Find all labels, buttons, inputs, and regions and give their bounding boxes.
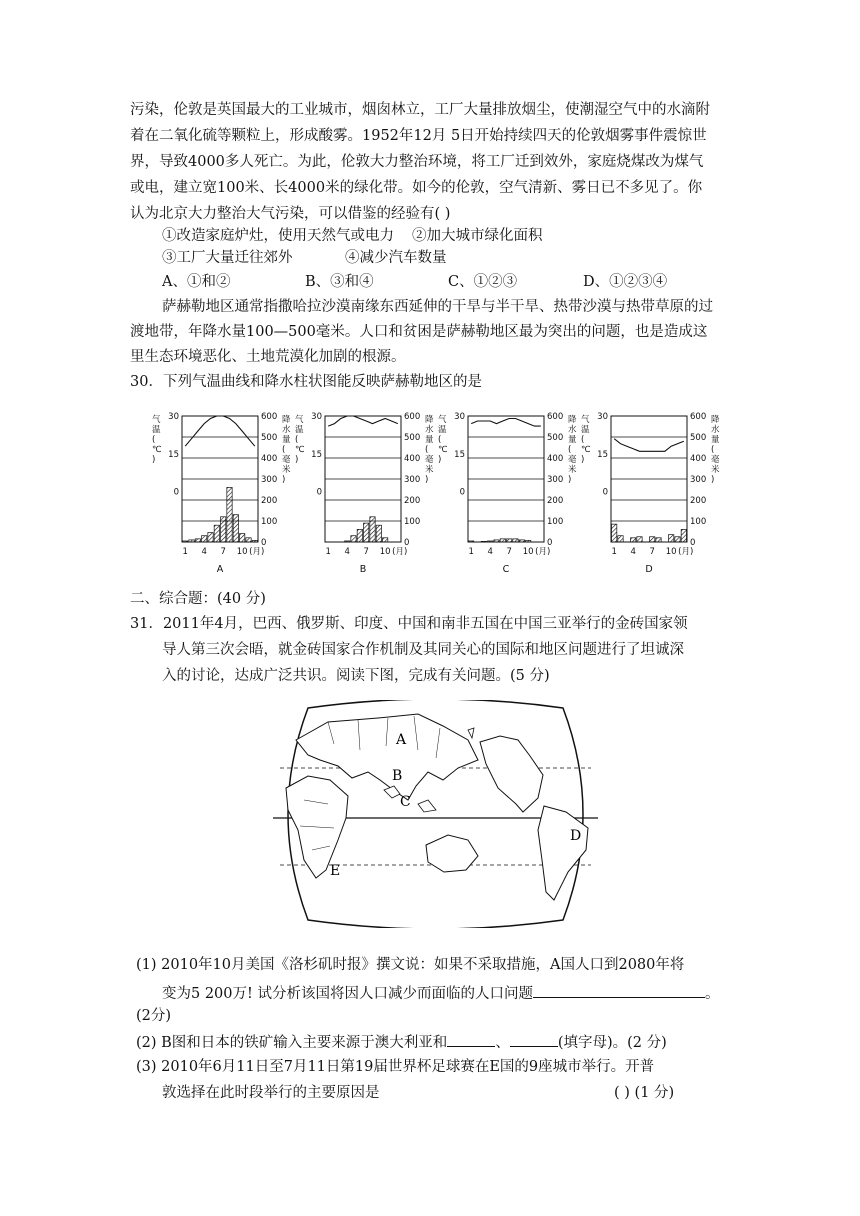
precip-bar <box>650 537 655 542</box>
precip-bar <box>612 524 617 542</box>
month-unit-label: (月) <box>249 547 265 557</box>
temp-tick-label: 15 <box>454 449 465 460</box>
precip-axis-label: 米 <box>282 465 291 475</box>
precip-axis-label: 降 <box>568 415 577 425</box>
precip-tick-label: 300 <box>547 475 564 485</box>
temp-axis-label: 温 <box>581 425 590 435</box>
month-tick-label: 4 <box>344 547 350 557</box>
precip-tick-label: 400 <box>547 454 564 464</box>
month-tick-label: 7 <box>649 547 655 557</box>
precip-bar <box>183 541 188 542</box>
precip-axis-label: ( <box>568 445 572 455</box>
sub-question-1-text: 变为5 200万! 试分析该国将因人口减少而面临的人口问题 <box>162 986 533 1002</box>
temp-tick-label: 15 <box>311 449 322 460</box>
precip-axis-label: ) <box>425 475 429 485</box>
temperature-curve <box>328 416 398 426</box>
precip-axis-label: ( <box>711 445 715 455</box>
chart-title: B <box>359 564 367 575</box>
precip-tick-label: 500 <box>261 433 278 443</box>
precip-bar <box>376 525 381 542</box>
month-tick-label: 7 <box>220 547 226 557</box>
map-label-c: C <box>400 794 411 810</box>
temp-axis-label: ) <box>581 455 585 465</box>
temp-axis-label: ( <box>581 435 585 445</box>
precip-axis-label: 米 <box>425 465 434 475</box>
map-label-a: A <box>396 732 407 748</box>
precip-tick-label: 600 <box>261 412 278 422</box>
precip-tick-label: 500 <box>404 433 421 443</box>
temp-axis-label: 温 <box>152 425 161 435</box>
month-tick-label: 4 <box>487 547 493 557</box>
temp-axis-label: ℃ <box>295 445 305 455</box>
precip-tick-label: 400 <box>261 454 278 464</box>
month-tick-label: 4 <box>201 547 207 557</box>
chart-title: D <box>645 564 653 575</box>
precip-bar <box>500 539 505 542</box>
q31-line-3: 入的讨论，达成广泛共识。阅读下图，完成有关问题。(5 分) <box>162 668 550 684</box>
month-unit-label: (月) <box>678 547 694 557</box>
temp-axis-label: ℃ <box>152 445 162 455</box>
precip-tick-label: 200 <box>261 496 278 506</box>
precip-axis-label: 降 <box>425 415 434 425</box>
temp-tick-label: 30 <box>454 412 465 422</box>
precip-bar <box>246 538 251 542</box>
temperature-curve <box>471 419 541 427</box>
map-label-b: B <box>392 768 403 784</box>
month-tick-label: 4 <box>630 547 636 557</box>
choice-b: B、③和④ <box>305 274 374 290</box>
precip-bar <box>507 539 512 542</box>
precip-bar <box>513 539 518 542</box>
temp-axis-label: 温 <box>295 425 304 435</box>
precip-tick-label: 100 <box>690 517 707 527</box>
map-label-e: E <box>330 863 341 879</box>
q31-line-2: 导人第三次会晤，就金砖国家合作机制及其同关心的国际和地区问题进行了坦诚深 <box>162 642 684 658</box>
temperature-curve <box>185 416 255 446</box>
precip-tick-label: 0 <box>547 538 553 548</box>
temp-axis-label: ( <box>152 435 156 445</box>
precip-bar <box>469 541 474 542</box>
answer-blank-2b[interactable] <box>510 1031 558 1047</box>
temp-axis-label: 气 <box>581 415 590 425</box>
q31-line-1: 31．2011年4月，巴西、俄罗斯、印度、中国和南非五国在中国三亚举行的金砖国家领 <box>130 616 688 632</box>
precip-bar <box>357 529 362 542</box>
precip-bar <box>227 487 232 542</box>
temp-axis-label: 温 <box>438 425 447 435</box>
precip-tick-label: 100 <box>261 517 278 527</box>
precip-tick-label: 400 <box>404 454 421 464</box>
precip-bar <box>195 539 200 542</box>
precip-axis-label: ) <box>711 475 715 485</box>
precip-axis-label: ( <box>425 445 429 455</box>
precip-tick-label: 200 <box>547 496 564 506</box>
choice-c: C、①②③ <box>448 274 518 290</box>
temp-axis-label: ) <box>438 455 442 465</box>
sub-question-2-sep: 、 <box>495 1035 510 1051</box>
climate-chart-d <box>579 408 719 578</box>
chart-title: A <box>216 564 224 575</box>
sub-question-2-text: (2) B图和日本的铁矿输入主要来源于澳大利亚和 <box>136 1035 448 1051</box>
sub-question-3-line-2: 敦选择在此时段举行的主要原因是 <box>162 1085 380 1101</box>
map-label-d: D <box>570 828 582 844</box>
climate-chart-a <box>150 408 290 578</box>
section-2-heading: 二、综合题：(40 分) <box>130 591 266 607</box>
question-30: 30．下列气温曲线和降水柱状图能反映萨赫勒地区的是 <box>130 374 482 390</box>
precip-bar <box>631 538 636 542</box>
sub-question-1-line-1: (1) 2010年10月美国《洛杉矶时报》撰文说：如果不采取措施，A国人口到2080年将 <box>136 957 685 973</box>
london-line-4: 或电，建立宽100米、长4000米的绿化带。如今的伦敦，空气清新、雾日已不多见了。你 <box>130 180 703 196</box>
choice-d: D、①②③④ <box>583 274 668 290</box>
answer-blank-1[interactable] <box>533 982 705 998</box>
precip-bar <box>681 529 686 542</box>
temp-tick-label: 30 <box>168 412 179 422</box>
precip-bar <box>364 523 369 542</box>
climate-chart-b <box>293 408 433 578</box>
precip-bar <box>208 533 213 542</box>
precip-bar <box>221 517 226 542</box>
temperature-curve <box>614 439 684 452</box>
precip-tick-label: 0 <box>690 538 696 548</box>
temp-axis-label: ℃ <box>438 445 448 455</box>
month-tick-label: 10 <box>665 547 677 557</box>
item-4: ④减少汽车数量 <box>345 250 447 266</box>
precip-bar <box>488 541 493 542</box>
month-tick-label: 10 <box>522 547 534 557</box>
precip-bar <box>189 540 194 542</box>
precip-bar <box>351 536 356 542</box>
precip-bar <box>519 540 524 542</box>
precip-axis-label: 水 <box>568 425 577 435</box>
precip-axis-label: 量 <box>282 435 291 445</box>
temp-tick-label: 30 <box>597 412 608 422</box>
temp-axis-label: 气 <box>152 415 161 425</box>
item-1: ①改造家庭炉灶，使用天然气或电力 <box>162 228 394 244</box>
sahel-line-1: 萨赫勒地区通常指撒哈拉沙漠南缘东西延伸的干旱与半干旱、热带沙漠与热带草原的过 <box>162 299 713 315</box>
temp-tick-label: 0 <box>459 487 465 498</box>
precip-axis-label: 量 <box>568 435 577 445</box>
precip-axis-label: 米 <box>711 465 720 475</box>
london-line-2: 着在二氧化硫等颗粒上，形成酸雾。1952年12月 5日开始持续四天的伦敦烟雾事件震惊世 <box>130 128 707 144</box>
precip-axis-label: ) <box>568 475 572 485</box>
precip-axis-label: 降 <box>711 415 720 425</box>
precip-axis-label: 水 <box>711 425 720 435</box>
month-tick-label: 1 <box>182 547 188 557</box>
precip-axis-label: 毫 <box>568 455 577 465</box>
precip-tick-label: 100 <box>547 517 564 527</box>
precip-bar <box>214 525 219 542</box>
precip-tick-label: 0 <box>404 538 410 548</box>
precip-tick-label: 300 <box>690 475 707 485</box>
precip-bar <box>252 540 257 542</box>
temp-axis-label: ℃ <box>581 445 591 455</box>
sub-question-2 <box>136 1031 667 1053</box>
temp-tick-label: 0 <box>173 487 179 498</box>
sub-question-1-end: 。 <box>704 986 720 1002</box>
temp-tick-label: 0 <box>316 487 322 498</box>
sub-question-3-answer[interactable]: ( ) (1 分) <box>614 1085 675 1101</box>
london-line-5: 认为北京大力整治大气污染，可以借鉴的经验有( ) <box>130 206 451 222</box>
precip-tick-label: 600 <box>404 412 421 422</box>
temp-tick-label: 15 <box>168 449 179 460</box>
month-unit-label: (月) <box>535 547 551 557</box>
london-line-3: 界，导致4000多人死亡。为此，伦敦大力整治环境，将工厂迁到效外，家庭烧煤改为煤气 <box>130 154 704 170</box>
precip-axis-label: 量 <box>711 435 720 445</box>
item-2: ②加大城市绿化面积 <box>412 228 543 244</box>
month-tick-label: 1 <box>611 547 617 557</box>
precip-tick-label: 300 <box>261 475 278 485</box>
precip-bar <box>240 534 245 542</box>
sub-question-3-line-1: (3) 2010年6月11日至7月11日第19届世界杯足球赛在E国的9座城市举行。开普 <box>136 1059 655 1075</box>
sub-question-2-end: (填字母)。(2 分) <box>557 1035 667 1051</box>
month-tick-label: 7 <box>506 547 512 557</box>
precip-axis-label: ) <box>282 475 286 485</box>
precip-bar <box>637 537 642 542</box>
month-tick-label: 1 <box>325 547 331 557</box>
temp-tick-label: 0 <box>602 487 608 498</box>
precip-tick-label: 600 <box>547 412 564 422</box>
precip-tick-label: 0 <box>261 538 267 548</box>
precip-axis-label: ( <box>282 445 286 455</box>
precip-tick-label: 600 <box>690 412 707 422</box>
temp-axis-label: ) <box>295 455 299 465</box>
precip-tick-label: 300 <box>404 475 421 485</box>
precip-bar <box>345 541 350 542</box>
month-tick-label: 1 <box>468 547 474 557</box>
precip-tick-label: 100 <box>404 517 421 527</box>
month-tick-label: 10 <box>379 547 391 557</box>
precip-axis-label: 水 <box>282 425 291 435</box>
sub-question-1-score: (2分) <box>136 1008 172 1024</box>
precip-bar <box>370 517 375 542</box>
world-map <box>268 700 603 928</box>
choice-a: A、①和② <box>162 274 231 290</box>
precip-bar <box>233 515 238 542</box>
precip-bar <box>669 535 674 542</box>
month-tick-label: 10 <box>236 547 248 557</box>
sahel-line-2: 渡地带，年降水量100—500毫米。人口和贫困是萨赫勒地区最为突出的问题，也是造成这 <box>130 324 708 340</box>
precip-axis-label: 降 <box>282 415 291 425</box>
precip-bar <box>494 540 499 542</box>
precip-axis-label: 量 <box>425 435 434 445</box>
temp-axis-label: 气 <box>438 415 447 425</box>
answer-blank-2a[interactable] <box>447 1031 495 1047</box>
month-tick-label: 7 <box>363 547 369 557</box>
temp-axis-label: ( <box>295 435 299 445</box>
precip-bar <box>383 538 388 542</box>
sahel-line-3: 里生态环境恶化、土地荒漠化加剧的根源。 <box>130 349 406 365</box>
precip-bar <box>481 541 486 542</box>
precip-axis-label: 水 <box>425 425 434 435</box>
temp-tick-label: 30 <box>311 412 322 422</box>
precip-bar <box>618 536 623 542</box>
precip-axis-label: 米 <box>568 465 577 475</box>
precip-axis-label: 毫 <box>282 455 291 465</box>
precip-tick-label: 500 <box>690 433 707 443</box>
precip-axis-label: 毫 <box>711 455 720 465</box>
month-unit-label: (月) <box>392 547 408 557</box>
precip-bar <box>526 540 531 542</box>
temp-tick-label: 15 <box>597 449 608 460</box>
precip-bar <box>656 538 661 542</box>
temp-axis-label: ) <box>152 455 156 465</box>
precip-tick-label: 200 <box>404 496 421 506</box>
sub-question-1-line-2 <box>162 982 719 1004</box>
london-line-1: 污染，伦敦是英国最大的工业城市，烟囱林立，工厂大量排放烟尘，使潮湿空气中的水滴附 <box>130 102 710 118</box>
item-3: ③工厂大量迁往郊外 <box>162 250 293 266</box>
precip-axis-label: 毫 <box>425 455 434 465</box>
chart-title: C <box>502 564 510 575</box>
temp-axis-label: ( <box>438 435 442 445</box>
precip-bar <box>202 536 207 542</box>
precip-tick-label: 200 <box>690 496 707 506</box>
precip-tick-label: 400 <box>690 454 707 464</box>
climate-chart-c <box>436 408 576 578</box>
precip-bar <box>675 537 680 542</box>
precip-tick-label: 500 <box>547 433 564 443</box>
temp-axis-label: 气 <box>295 415 304 425</box>
